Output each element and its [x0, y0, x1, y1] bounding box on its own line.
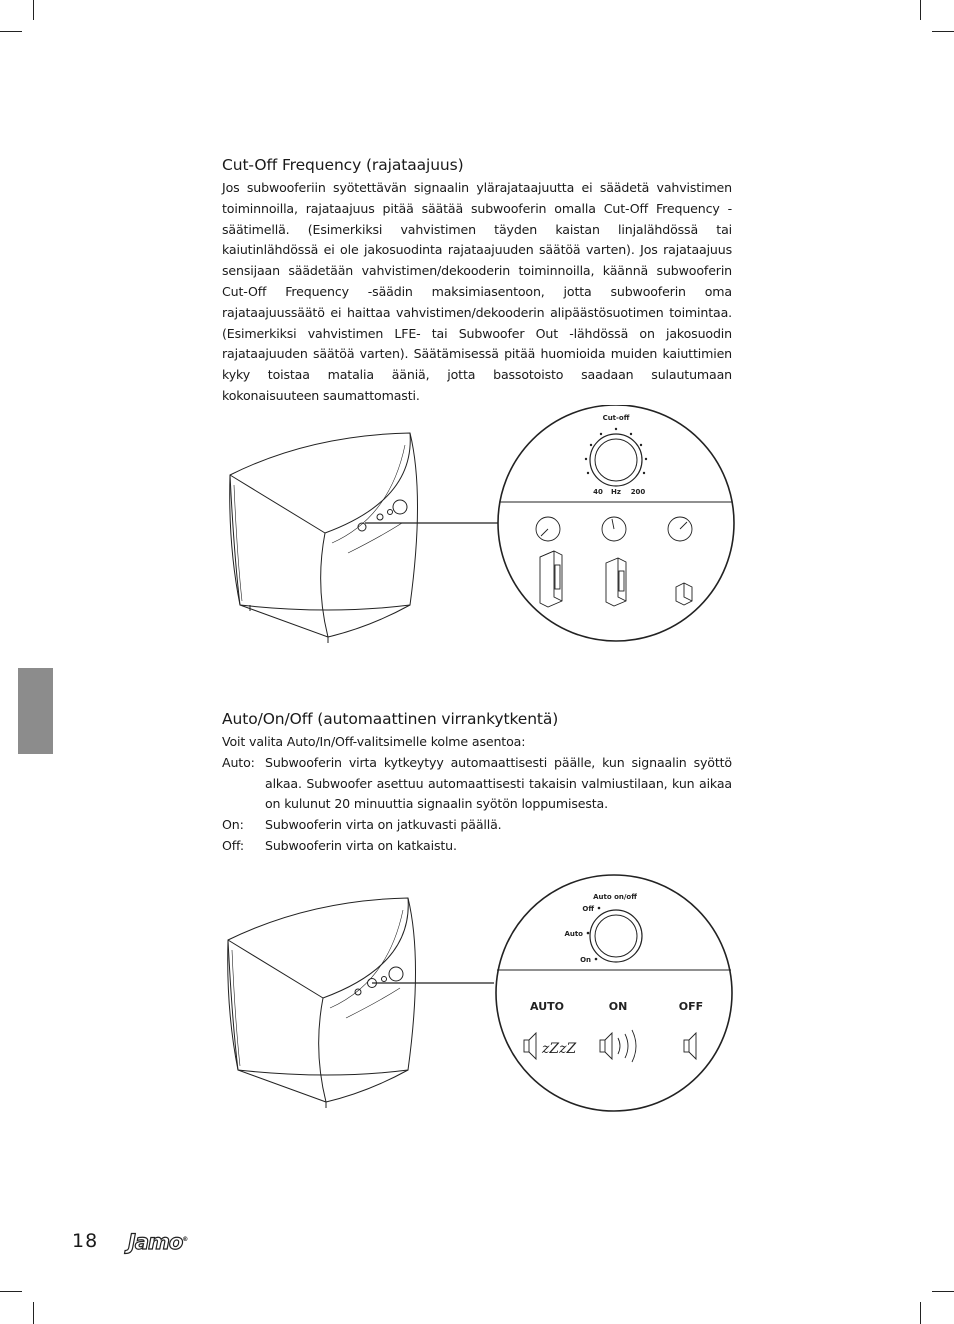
crop-mark — [0, 31, 22, 32]
zoom-circle-2 — [496, 875, 732, 1111]
crop-mark — [920, 0, 921, 20]
cutoff-heading: Cut-Off Frequency (rajataajuus) — [222, 156, 464, 174]
cutoff-max-label: 200 — [630, 488, 646, 496]
crop-mark — [932, 1291, 954, 1292]
language-tab — [18, 668, 53, 754]
mode-label-on: ON — [608, 1000, 628, 1013]
mode-label-auto: AUTO — [530, 1000, 564, 1013]
subwoofer-illustration-2 — [228, 898, 416, 1108]
mode-item-on: On: Subwooferin virta on jatkuvasti päällä. — [222, 817, 502, 833]
mode-item-off: Off: Subwooferin virta on katkaistu. — [222, 837, 457, 853]
page-number: 18 — [72, 1230, 99, 1252]
subwoofer-illustration — [230, 433, 418, 643]
crop-mark — [920, 1302, 921, 1324]
dial-pos-on: On — [580, 956, 591, 964]
autoonoff-figure — [220, 870, 740, 1115]
autoonoff-heading: Auto/On/Off (automaattinen virrankytkentä) — [222, 710, 559, 728]
crop-mark — [33, 1302, 34, 1324]
dial-pos-auto: Auto — [564, 930, 583, 938]
crop-mark — [932, 31, 954, 32]
crop-mark — [33, 0, 34, 20]
cutoff-body: Jos subwooferiin syötettävän signaalin ylärajataajuutta ei säädetä vahvistimen toiminnoilla, rajataajuus pitää säätää subwooferin omalla Cut-Off Frequency -säätimellä. (Esimerkiksi vahvistimen täyden kaistan linjalähdössä tai kaiutinlähdössä ei ole jakosuodinta rajataajuuden säätöä varten). Jos rajataajuus sensijaan säädetään vahvistimen/dekooderin toiminnoilla, käännä subwooferin Cut-Off Frequency -säädin maksimiasentoon, jotta subwooferin oma rajataajuussäätö ei haittaa vahvistimen/dekooderin alipäästösuotimen toimintaa. (Esimerkiksi vahvistimen LFE- tai Subwoofer Out -lähdössä on jakosuodin rajataajuuden säätöä varten). Säätämisessä pitää huomioida muiden kaiuttimien kyky toistaa matalia ääniä, jotta bassotoisto saadaan sulautumaan kokonaisuuteen saumattomasti. — [222, 180, 732, 403]
autoonoff-dial-title: Auto on/off — [593, 893, 637, 901]
cutoff-section — [222, 156, 732, 407]
sleep-zzz-text: zZzZ — [542, 1041, 577, 1057]
mode-item-auto: Auto: Subwooferin virta kytkeytyy automaattisesti päälle, kun signaalin syöttö alkaa. Subwoofer asettuu automaattisesti takaisin valmiustilaan, kun aikaa on kulunut 20 minuuttia signaalin syötön loppumisesta. — [222, 754, 732, 812]
cutoff-min-label: 40 — [593, 488, 603, 496]
autoonoff-intro: Voit valita Auto/In/Off-valitsimelle kolme asentoa: — [222, 734, 526, 749]
cutoff-dial-title: Cut-off — [602, 414, 630, 422]
crop-mark — [0, 1291, 22, 1292]
cutoff-figure — [220, 405, 740, 650]
mode-label-off: OFF — [678, 1000, 704, 1013]
cutoff-unit-label: Hz — [611, 488, 621, 496]
jamo-logo: Jamo® — [128, 1230, 188, 1254]
dial-pos-off: Off — [582, 905, 594, 913]
autoonoff-section — [222, 710, 732, 857]
zoom-circle — [498, 405, 734, 641]
